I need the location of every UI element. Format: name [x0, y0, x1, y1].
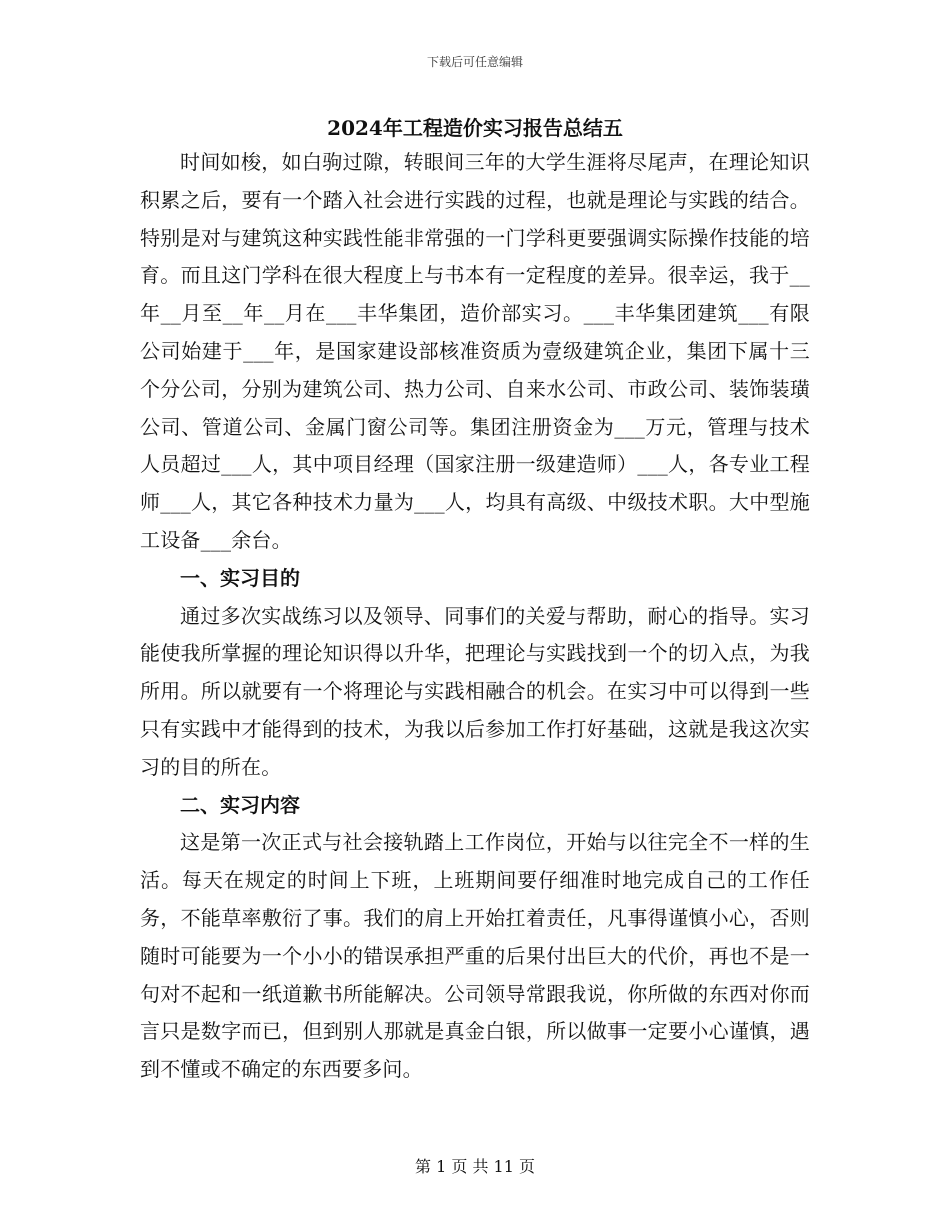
document-title: 2024年工程造价实习报告总结五 — [327, 116, 623, 140]
section-heading-purpose: 一、实习目的 — [180, 565, 300, 590]
section-paragraph-purpose: 通过多次实战练习以及领导、同事们的关爱与帮助，耐心的指导。实习能使我所掌握的理论知识得以升华，把理论与实践找到一个的切入点，为我所用。所以就要有一个将理论与实践相融合的机会。在实习中可以得到一些只有实践中才能得到的技术，为我以后参加工作打好基础，这就是我这次实习的目的所在。 — [140, 603, 810, 779]
document-body — [140, 144, 810, 1089]
page-number-footer: 第 1 页 共 11 页 — [415, 1157, 535, 1176]
page-header-note: 下载后可任意编辑 — [426, 55, 523, 69]
section-paragraph-content: 这是第一次正式与社会接轨踏上工作岗位，开始与以往完全不一样的生活。每天在规定的时间上下班，上班期间要仔细准时地完成自己的工作任务，不能草率敷衍了事。我们的肩上开始扛着责任，凡事得谨慎小心，否则随时可能要为一个小小的错误承担严重的后果付出巨大的代价，再也不是一句对不起和一纸道歉书所能解决。公司领导常跟我说，你所做的东西对你而言只是数字而已，但到别人那就是真金白银，所以做事一定要小心谨慎，遇到不懂或不确定的东西要多问。 — [140, 830, 810, 1082]
intro-paragraph: 时间如梭，如白驹过隙，转眼间三年的大学生涯将尽尾声，在理论知识积累之后，要有一个踏入社会进行实践的过程，也就是理论与实践的结合。特别是对与建筑这种实践性能非常强的一门学科更要强调实际操作技能的培育。而且这门学科在很大程度上与书本有一定程度的差异。很幸运，我于__年__月至__年__月在___丰华集团，造价部实习。___丰华集团建筑___有限公司始建于___年，是国家建设部核准资质为壹级建筑企业，集团下属十三个分公司，分别为建筑公司、热力公司、自来水公司、市政公司、装饰装璜公司、管道公司、金属门窗公司等。集团注册资金为___万元，管理与技术人员超过___人，其中项目经理（国家注册一级建造师）___人，各专业工程师___人，其它各种技术力量为___人，均具有高级、中级技术职。大中型施工设备___余台。 — [140, 150, 810, 552]
section-heading-content: 二、实习内容 — [180, 792, 300, 817]
